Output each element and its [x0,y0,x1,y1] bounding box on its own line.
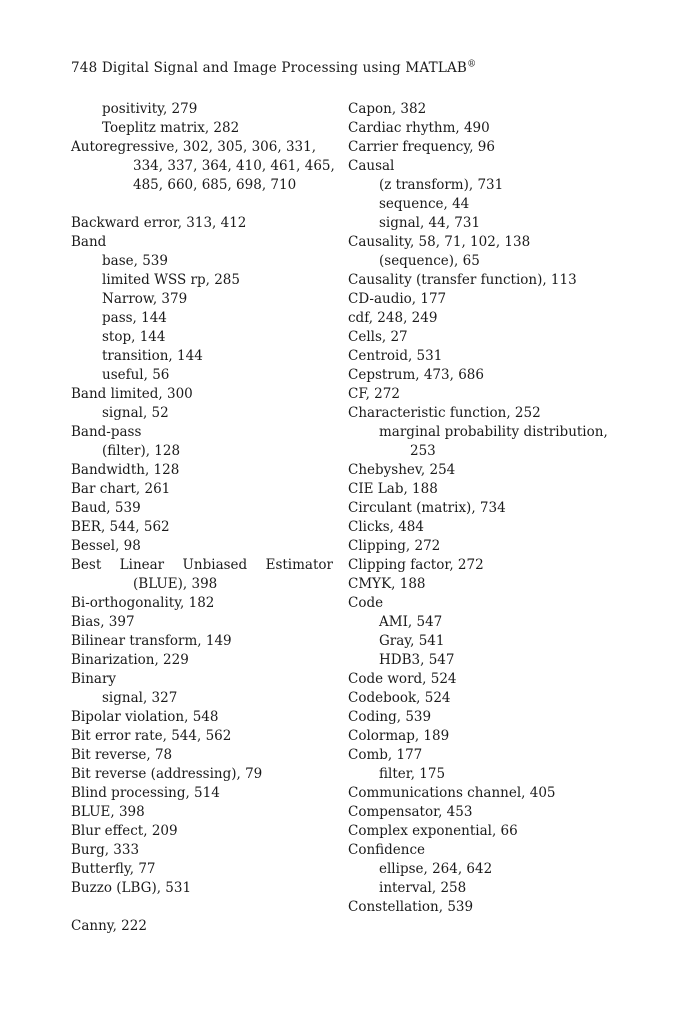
index-entry: Binarization, 229 [71,652,189,668]
index-entry: Clipping, 272 [348,538,441,554]
index-entry: Complex exponential, 66 [348,823,518,839]
index-subentry: pass, 144 [102,310,167,326]
index-subentry: (sequence), 65 [379,253,480,269]
index-subentry: (z transform), 731 [379,177,504,193]
index-entry: Code word, 524 [348,671,457,687]
index-entry: CF, 272 [348,386,400,402]
index-entry: Code [348,595,384,611]
book-title: Digital Signal and Image Processing using MATLAB [101,60,468,76]
index-subentry: limited WSS rp, 285 [102,272,240,288]
index-entry: Bandwidth, 128 [71,462,180,478]
index-entry: Constellation, 539 [348,899,474,915]
registered-mark: ® [467,59,477,70]
index-entry: Circulant (matrix), 734 [348,500,506,516]
index-entry: cdf, 248, 249 [348,310,438,326]
index-subentry: Gray, 541 [379,633,445,649]
index-entry: Communications channel, 405 [348,785,556,801]
index-entry: Causality (transfer function), 113 [348,272,577,288]
index-entry: Bit error rate, 544, 562 [71,728,232,744]
index-entry: Confidence [348,842,426,858]
page-number: 748 [71,60,98,76]
index-entry: Bilinear transform, 149 [71,633,232,649]
index-subentry: sequence, 44 [379,196,470,212]
index-subentry: marginal probability distribution, [379,424,608,440]
index-entry: Binary [71,671,117,687]
index-subentry: signal, 52 [102,405,169,421]
index-entry: Characteristic function, 252 [348,405,541,421]
index-entry: Bessel, 98 [71,538,141,554]
index-entry: BER, 544, 562 [71,519,170,535]
index-entry: CD-audio, 177 [348,291,447,307]
index-entry: Chebyshev, 254 [348,462,456,478]
index-entry: BLUE, 398 [71,804,145,820]
index-subentry: positivity, 279 [102,101,198,117]
index-subentry: transition, 144 [102,348,203,364]
index-subentry: signal, 44, 731 [379,215,481,231]
index-subentry: useful, 56 [102,367,170,383]
index-entry: Canny, 222 [71,918,147,934]
index-entry: Bit reverse, 78 [71,747,173,763]
index-entry: Centroid, 531 [348,348,443,364]
index-subentry: Narrow, 379 [102,291,188,307]
index-entry: Coding, 539 [348,709,432,725]
index-entry: Butterfly, 77 [71,861,156,877]
index-entry: Burg, 333 [71,842,140,858]
index-entry: Backward error, 313, 412 [71,215,247,231]
index-subentry: signal, 327 [102,690,178,706]
index-entry: Capon, 382 [348,101,427,117]
index-entry: Band [71,234,107,250]
index-entry: Cepstrum, 473, 686 [348,367,484,383]
index-subentry: 253 [410,443,436,459]
index-entry: Causality, 58, 71, 102, 138 [348,234,531,250]
index-subentry: HDB3, 547 [379,652,455,668]
index-entry: Buzzo (LBG), 531 [71,880,192,896]
index-subentry: 334, 337, 364, 410, 461, 465, [133,158,335,174]
index-entry: Colormap, 189 [348,728,450,744]
index-subentry: AMI, 547 [379,614,443,630]
index-entry: Bit reverse (addressing), 79 [71,766,263,782]
index-entry: Clicks, 484 [348,519,424,535]
index-subentry: stop, 144 [102,329,166,345]
index-subentry: ellipse, 264, 642 [379,861,493,877]
index-subentry: (filter), 128 [102,443,181,459]
index-entry: Comb, 177 [348,747,423,763]
index-entry: Band limited, 300 [71,386,193,402]
index-entry: Blur effect, 209 [71,823,178,839]
index-entry: Cardiac rhythm, 490 [348,120,490,136]
index-subentry: (BLUE), 398 [133,576,218,592]
index-entry: Best Linear Unbiased Estimator [71,557,333,573]
index-entry: Baud, 539 [71,500,141,516]
index-subentry: interval, 258 [379,880,467,896]
index-entry: Autoregressive, 302, 305, 306, 331, [71,139,317,155]
index-entry: Bar chart, 261 [71,481,171,497]
index-column-right [348,100,628,917]
index-subentry: filter, 175 [379,766,446,782]
index-subentry: base, 539 [102,253,168,269]
running-header [71,60,476,76]
index-entry: Bias, 397 [71,614,135,630]
index-entry: Cells, 27 [348,329,408,345]
index-column-left [71,100,333,936]
index-entry: Bipolar violation, 548 [71,709,219,725]
index-entry: Carrier frequency, 96 [348,139,495,155]
index-subentry: 485, 660, 685, 698, 710 [133,177,297,193]
index-entry: CIE Lab, 188 [348,481,438,497]
index-subentry: Toeplitz matrix, 282 [102,120,240,136]
index-entry: Codebook, 524 [348,690,451,706]
index-entry: Band-pass [71,424,142,440]
index-entry: Causal [348,158,395,174]
index-entry: Blind processing, 514 [71,785,220,801]
index-entry: Clipping factor, 272 [348,557,484,573]
index-entry: Bi-orthogonality, 182 [71,595,215,611]
index-entry: Compensator, 453 [348,804,473,820]
index-entry: CMYK, 188 [348,576,426,592]
